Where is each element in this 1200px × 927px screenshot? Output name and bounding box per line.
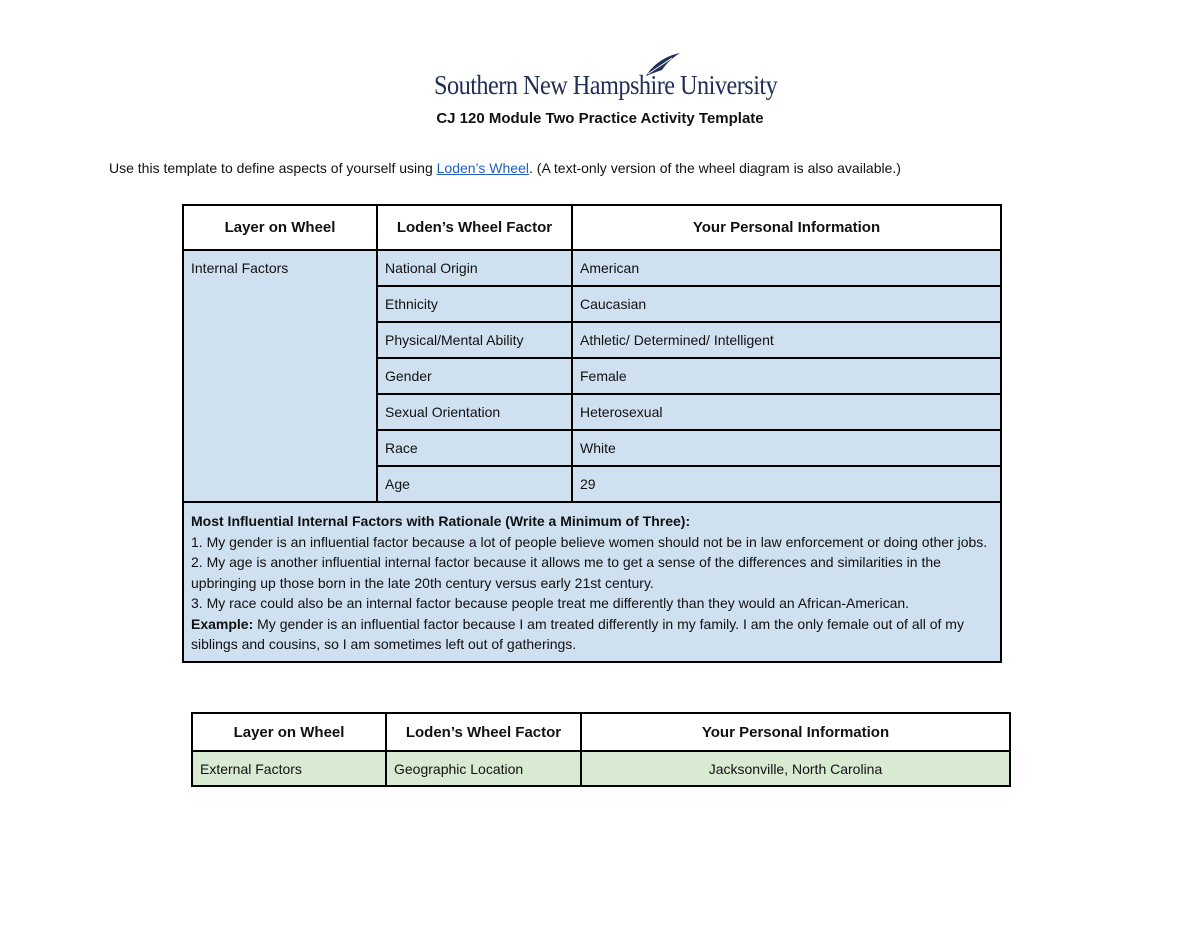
intro-after: . (A text-only version of the wheel diagram is also available.) (529, 160, 901, 176)
factor-cell: Ethnicity (377, 286, 572, 322)
info-cell: Jacksonville, North Carolina (581, 751, 1010, 786)
info-cell: White (572, 430, 1001, 466)
table-row (183, 250, 1001, 286)
layer-cell: External Factors (192, 751, 386, 786)
internal-factors-table (182, 204, 1002, 663)
layer-cell: Internal Factors (183, 250, 377, 502)
table-row (192, 751, 1010, 786)
rationale-heading: Most Influential Internal Factors with Rationale (Write a Minimum of Three): (191, 513, 691, 529)
info-cell: American (572, 250, 1001, 286)
rationale-item: 3. My race could also be an internal factor because people treat me differently than they would an African-American. (191, 595, 910, 611)
factor-cell: Sexual Orientation (377, 394, 572, 430)
header-layer: Layer on Wheel (183, 205, 377, 250)
intro-text (109, 160, 901, 176)
rationale-row (183, 502, 1001, 662)
external-factors-table (191, 712, 1011, 787)
intro-before: Use this template to define aspects of yourself using (109, 160, 437, 176)
example-label: Example: (191, 615, 254, 632)
factor-cell: Gender (377, 358, 572, 394)
header-factor: Loden’s Wheel Factor (386, 713, 581, 751)
factor-cell: Race (377, 430, 572, 466)
info-cell: Athletic/ Determined/ Intelligent (572, 322, 1001, 358)
header-factor: Loden’s Wheel Factor (377, 205, 572, 250)
info-cell: Caucasian (572, 286, 1001, 322)
rationale-item: 2. My age is another influential internal factor because it allows me to get a sense of the differences and similarities in the upbringing up those born in the late 20th century versus early 21st century. (191, 554, 941, 591)
header-info: Your Personal Information (581, 713, 1010, 751)
rationale-item: 1. My gender is an influential factor because a lot of people believe women should not be in law enforcement or doing other jobs. (191, 533, 988, 550)
factor-cell: National Origin (377, 250, 572, 286)
snhu-logo (434, 52, 778, 104)
factor-cell: Physical/Mental Ability (377, 322, 572, 358)
example-text: My gender is an influential factor because I am treated differently in my family. I am the only female out of all of my siblings and cousins, so I am sometimes left out of gatherings. (191, 615, 964, 652)
rationale-cell (183, 502, 1001, 662)
feather-icon (642, 52, 682, 78)
table-header-row (183, 205, 1001, 250)
header-info: Your Personal Information (572, 205, 1001, 250)
factor-cell: Age (377, 466, 572, 502)
rationale-example (191, 614, 993, 655)
lodens-wheel-link[interactable]: Loden’s Wheel (436, 160, 529, 176)
info-cell: 29 (572, 466, 1001, 502)
header-layer: Layer on Wheel (192, 713, 386, 751)
table-header-row (192, 713, 1010, 751)
info-cell: Female (572, 358, 1001, 394)
factor-cell: Geographic Location (386, 751, 581, 786)
logo-wordmark: Southern New Hampshire University (434, 70, 778, 100)
page-title: CJ 120 Module Two Practice Activity Template (436, 110, 764, 127)
info-cell: Heterosexual (572, 394, 1001, 430)
